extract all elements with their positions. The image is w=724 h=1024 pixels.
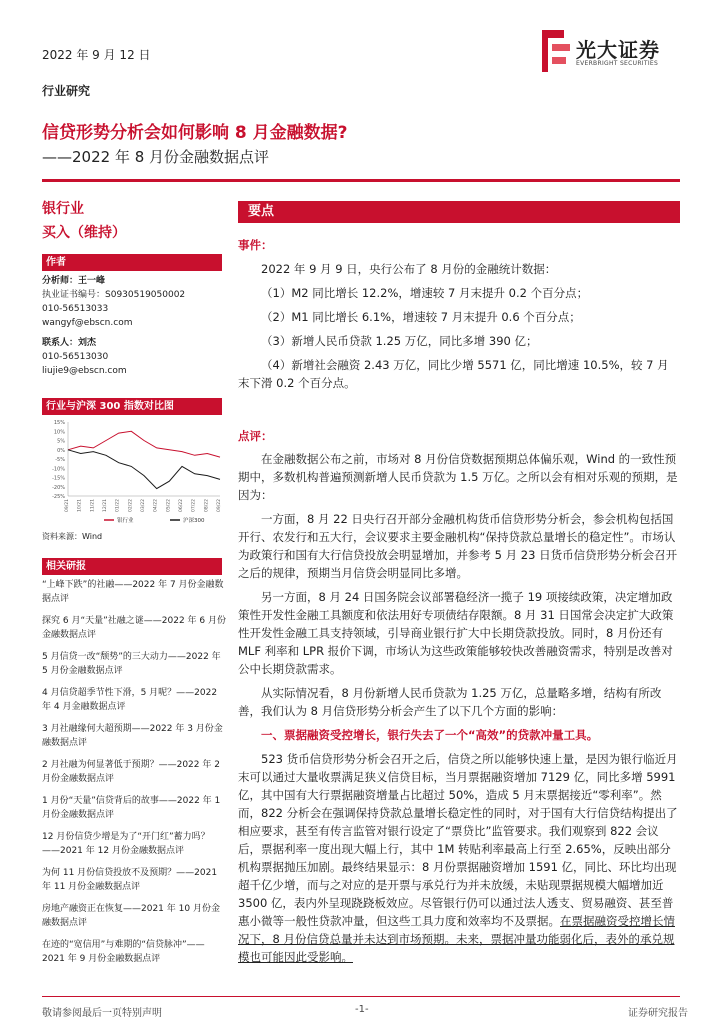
research-link[interactable]: 在迹的“宽信用”与难期的“信贷脉冲”——2021 年 9 月份金融数据点评 <box>42 940 205 964</box>
y-tick-label: 5% <box>57 438 65 445</box>
x-tick-label: 02/22 <box>128 499 134 512</box>
x-tick-label: 03/22 <box>141 499 146 512</box>
event-intro: 2022 年 9 月 9 日，央行公布了 8 月份的金融统计数据： <box>261 262 557 276</box>
x-tick-label: 09/22 <box>217 499 222 512</box>
x-tick-label: 09/21 <box>65 499 70 512</box>
y-tick-label: -5% <box>55 457 65 463</box>
contact-phone: 010-56513030 <box>42 352 109 362</box>
event-item: （2）M1 同比增长 6.1%，增速较 7 月末提升 0.6 个百分点； <box>261 310 581 324</box>
chart-section-header: 行业与沪深 300 指数对比图 <box>42 398 222 415</box>
research-link[interactable]: 房地产融资正在恢复——2021 年 10 月份金融数据点评 <box>42 904 220 928</box>
x-tick-label: 01/22 <box>115 499 121 512</box>
report-subtitle: ——2022 年 8 月份金融数据点评 <box>42 148 270 166</box>
y-tick-label: -15% <box>52 475 65 482</box>
x-tick-label: 11/21 <box>90 499 96 512</box>
analyst-phone: 010-56513033 <box>42 304 109 314</box>
x-tick-label: 06/22 <box>179 499 184 512</box>
legend-label: 银行业 <box>117 518 134 524</box>
event-section <box>238 236 680 392</box>
event-item: （3）新增人民币贷款 1.25 万亿，同比多增 390 亿； <box>261 334 538 348</box>
y-tick-label: 0% <box>57 447 65 454</box>
comment-heading: 点评： <box>238 429 273 443</box>
y-tick-label: -20% <box>52 484 65 491</box>
comment-section <box>238 427 680 966</box>
logo-name: 光大证券 <box>576 38 660 62</box>
logo-mark-icon <box>540 30 572 72</box>
comment-paragraph: 另一方面，8 月 24 日国务院会议部署稳经济一揽子 19 项接续政策，决定增加政策性开发性金融工具额度和依法用好专项债结存限额。8 月 31 日国常会决定扩大政策性开发性金融工具支持领域，引导商业银行扩大中长期贷款投放。同时，8 月份还有 MLF 利率和 LPR 报价下调，市场认为这些政策能够较快改善融资需求，特别是改善对公中长期贷款需求。 <box>238 590 674 676</box>
analyst-name: 分析师：王一峰 <box>42 276 106 286</box>
event-heading: 事件： <box>238 238 273 252</box>
report-title: 信贷形势分析会如何影响 8 月金融数据? <box>42 123 348 143</box>
series-line-bank <box>68 431 220 457</box>
related-research-list <box>42 578 226 974</box>
research-link[interactable]: 12 月份信贷少增是为了“开门红”蓄力吗？——2021 年 12 月份金融数据点评 <box>42 832 210 856</box>
logo-english: EVERBRIGHT SECURITIES <box>576 60 659 67</box>
research-link[interactable]: “上峰下跌”的社融——2022 年 7 月份金融数据点评 <box>42 580 224 604</box>
key-points-header: 要点 <box>238 201 680 223</box>
underlined-conclusion: 在票据融资受控增长情况下，8 月份信贷总量并未达到市场预期。未来，票据冲量功能弱化后，表外的承兑规模也可能因此受影响。 <box>238 914 675 964</box>
company-logo <box>540 30 690 80</box>
footer-divider <box>42 996 680 997</box>
research-link[interactable]: 4 月信贷超季节性下滑，5 月呢？——2022 年 4 月金融数据点评 <box>42 688 218 712</box>
industry-name: 银行业 <box>42 201 84 217</box>
research-link[interactable]: 为何 11 月份信贷投放不及预期？——2021 年 11 月份金融数据点评 <box>42 868 218 892</box>
related-research-header: 相关研报 <box>42 558 222 575</box>
comment-paragraph: 一方面，8 月 22 日央行召开部分金融机构货币信贷形势分析会，参会机构包括国开行、农发行和五大行，会议要求主要金融机构“保持贷款总量增长的稳定性”。市场认为政策行和国有大行信贷投放会明显增加，并参考 5 月 23 日货币信贷形势分析会召开之后的规律，预期当月信贷会明显同比多增。 <box>238 512 678 580</box>
x-tick-label: 10/21 <box>77 499 83 512</box>
comment-paragraph: 在金融数据公布之前，市场对 8 月份信贷数据预期总体偏乐观，Wind 的一致性预期中，多数机构普遍预测新增人民币贷款为 1.5 万亿。之所以会有相对乐观的预期，是因为： <box>238 452 678 502</box>
report-date: 2022 年 9 月 12 日 <box>42 48 151 62</box>
research-link[interactable]: 1 月份“天量”信贷背后的故事——2022 年 1 月份金融数据点评 <box>42 796 221 820</box>
x-tick-label: 12/21 <box>103 499 108 512</box>
y-tick-label: -10% <box>52 466 65 473</box>
x-tick-label: 08/22 <box>204 499 210 512</box>
x-tick-label: 05/22 <box>166 499 172 512</box>
research-link[interactable]: 5 月信贷一改“颓势”的三大动力——2022 年 5 月份金融数据点评 <box>42 652 221 676</box>
event-item: （4）新增社会融资 2.43 万亿，同比少增 5571 亿，同比增速 10.5%，较 7 月末下滑 0.2 个百分点。 <box>238 358 669 390</box>
research-link[interactable]: 探究 6 月“天量”社融之谜——2022 年 6 月份金融数据点评 <box>42 616 226 640</box>
rating: 买入（维持） <box>42 225 126 241</box>
author-section-header: 作者 <box>42 254 222 271</box>
series-line-hs300 <box>68 450 220 489</box>
footer-report-type: 证券研究报告 <box>628 1008 688 1019</box>
author-block <box>42 274 185 378</box>
x-tick-label: 07/22 <box>191 499 197 512</box>
analyst-email[interactable]: wangyf@ebscn.com <box>42 318 133 328</box>
y-tick-label: -25% <box>52 494 65 500</box>
footer-disclaimer: 敬请参阅最后一页特别声明 <box>42 1008 162 1019</box>
research-link[interactable]: 3 月社融缘何大超预期——2022 年 3 月份金融数据点评 <box>42 724 223 748</box>
chart-source: 资料来源：Wind <box>42 532 103 541</box>
event-item: （1）M2 同比增长 12.2%，增速较 7 月末提升 0.2 个百分点； <box>261 286 589 300</box>
contact-name: 联系人：刘杰 <box>42 338 97 348</box>
legend-label: 沪深300 <box>183 518 205 524</box>
report-category: 行业研究 <box>42 84 91 98</box>
contact-email[interactable]: liujie9@ebscn.com <box>42 366 127 376</box>
subsection-heading: 一、票据融资受控增长，银行失去了一个“高效”的贷款冲量工具。 <box>261 728 599 742</box>
paragraph-text: 523 货币信贷形势分析会召开之后，信贷之所以能够快速上量，是因为银行临近月末可以通过大量收票满足狭义信贷目标，当月票据融资增加 7129 亿，同比多增 5991 亿，其中国有大行票据融资增量占比超过 50%，造成 5 月末票据接近“零利率”。然而，822 分析会在强调保持贷款总量增长稳定性的同时，对于国有大行信贷结构提出了相应要求，甚至有传言监管对银行设定了“票贷比”监管要求。我们观察到 822 会议后，票据利率一度出现大幅上行，其中 1M 转贴利率最高上行至 2.65%，反映出部分机构票据抛压加剧。最终结果显示：8 月份票据融资增加 1591 亿，同比、环比均出现超千亿少增，而与之对应的是开票与承兑行为并未放缓，未贴现票据规模大幅增加近 3500 亿，表内外呈现跷跷板效应。尽管银行仍可以通过法人透支、贸易融资、甚至普惠小微等一般性贷款冲量，但这些工具力度和效率均不及票据。 <box>238 752 678 928</box>
index-comparison-chart <box>42 418 224 526</box>
y-tick-label: 15% <box>53 420 65 426</box>
page-number: -1- <box>355 1004 369 1015</box>
y-tick-label: 10% <box>53 429 65 436</box>
research-link[interactable]: 2 月社融为何显著低于预期？——2022 年 2 月份金融数据点评 <box>42 760 220 784</box>
header-divider <box>42 179 680 182</box>
analyst-cert: 执业证书编号：S0930519050002 <box>42 290 186 300</box>
x-tick-label: 04/22 <box>153 499 159 512</box>
comment-paragraph: 从实际情况看，8 月份新增人民币贷款为 1.25 万亿，总量略多增，结构有所改善，我们认为 8 月信贷形势分析会产生了以下几个方面的影响： <box>238 686 662 718</box>
comment-paragraph <box>238 750 680 966</box>
